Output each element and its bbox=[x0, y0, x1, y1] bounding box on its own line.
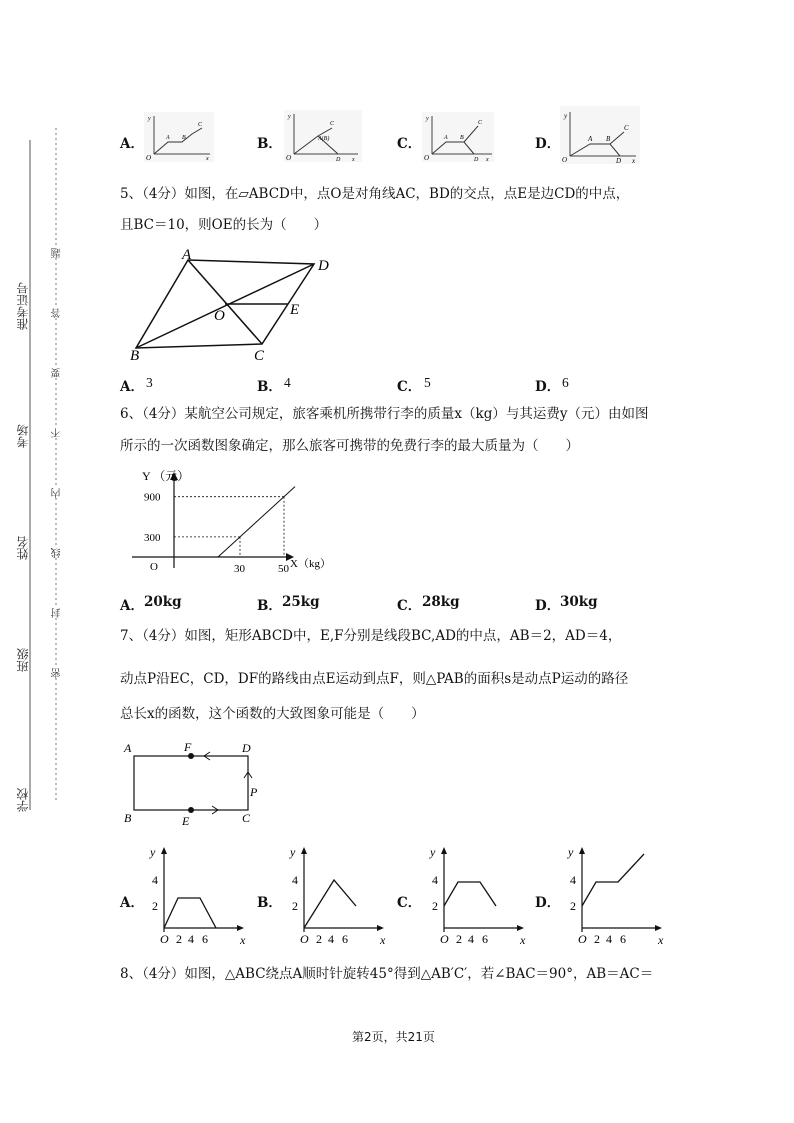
fig-label-f: F bbox=[184, 740, 192, 754]
y-tick-label: 4 bbox=[152, 873, 158, 887]
seal-word: 线 bbox=[52, 548, 63, 558]
axis-y-label: y bbox=[290, 845, 296, 859]
q6-line2: 所示的一次函数图象确定，那么旅客可携带的免费行李的最大质量为（ ） bbox=[120, 438, 579, 454]
y-tick-label: 4 bbox=[292, 873, 298, 887]
seal-word: 题 bbox=[52, 248, 63, 258]
q7-line2: 动点P沿EC，CD，DF的路线由点E运动到点F，则△PAB的面积s是动点P运动的路径 bbox=[120, 671, 629, 687]
x-tick-label: 2 bbox=[456, 932, 462, 946]
thumb-d: D bbox=[336, 157, 341, 162]
axis-y-label: y bbox=[430, 845, 436, 859]
thumb-c: C bbox=[478, 120, 483, 126]
y-tick-label: 4 bbox=[432, 873, 438, 887]
seal-word: 内 bbox=[52, 488, 63, 498]
option-label: D． bbox=[535, 379, 561, 395]
thumb-y: y bbox=[564, 112, 568, 120]
thumb-c: C bbox=[624, 124, 629, 132]
x-tick-label: 4 bbox=[606, 932, 612, 946]
axis-x-label: x bbox=[380, 933, 386, 947]
x-tick-label: 6 bbox=[620, 932, 626, 946]
option-value: 6 bbox=[562, 375, 569, 390]
origin-label: O bbox=[300, 932, 309, 946]
y-tick-label: 2 bbox=[292, 899, 298, 913]
q7-option-graph bbox=[146, 842, 254, 950]
q7-option-graph bbox=[426, 842, 534, 950]
thumb-x: x bbox=[486, 157, 489, 162]
option-value: 4 bbox=[284, 375, 291, 390]
x-tick-label: 4 bbox=[188, 932, 194, 946]
x-tick-label: 2 bbox=[316, 932, 322, 946]
thumb-d: D bbox=[616, 157, 622, 164]
option-label: B． bbox=[257, 598, 282, 614]
y-tick-label: 2 bbox=[152, 899, 158, 913]
function-path bbox=[164, 898, 216, 928]
option-label: A． bbox=[120, 598, 144, 614]
option-label: A． bbox=[120, 895, 144, 911]
y-tick-label: 4 bbox=[570, 873, 576, 887]
q4-thumb-a bbox=[144, 112, 214, 162]
thumb-x: x bbox=[632, 157, 636, 164]
axis-x-label: x bbox=[240, 933, 246, 947]
fig-label-d: D bbox=[242, 741, 251, 755]
option-label: C． bbox=[397, 598, 422, 614]
seal-word: 密 bbox=[52, 668, 63, 678]
fig-label-p: P bbox=[250, 785, 258, 799]
x-tick-label: 6 bbox=[482, 932, 488, 946]
option-label: B． bbox=[257, 136, 282, 152]
option-label: C． bbox=[397, 136, 422, 152]
option-label: C． bbox=[397, 379, 422, 395]
thumb-y: y bbox=[148, 116, 151, 122]
option-label: B． bbox=[257, 379, 282, 395]
q4-thumb-c bbox=[422, 112, 494, 162]
seal-word: 封 bbox=[52, 608, 63, 618]
origin-label: O bbox=[160, 932, 169, 946]
origin-label: O bbox=[150, 561, 158, 573]
label-kaochang: 考场 bbox=[16, 424, 30, 448]
fig-label-e: E bbox=[182, 814, 190, 828]
seal-word: 要 bbox=[52, 368, 63, 378]
function-path bbox=[444, 882, 496, 906]
seal-word: 答 bbox=[52, 308, 63, 318]
thumb-a: A bbox=[166, 135, 170, 141]
q5-parallelogram-figure bbox=[124, 246, 344, 362]
thumb-c: C bbox=[198, 122, 203, 128]
thumb-b: B bbox=[182, 135, 186, 141]
thumb-d: D bbox=[474, 157, 479, 162]
option-label: D． bbox=[535, 598, 561, 614]
axis-x-label: x bbox=[658, 933, 664, 947]
option-value: 28kg bbox=[422, 594, 460, 610]
option-value: 30kg bbox=[560, 594, 598, 610]
y-tick-label: 300 bbox=[144, 531, 161, 544]
q7-rectangle-figure bbox=[120, 738, 270, 828]
q7-line1: 7、（4分）如图，矩形ABCD中，E,F分别是线段BC,AD的中点，AB＝2，AD＝4， bbox=[120, 628, 622, 644]
data-line bbox=[218, 487, 295, 557]
x-tick-label: 6 bbox=[342, 932, 348, 946]
fig-label-c: C bbox=[242, 811, 251, 825]
thumb-y: y bbox=[426, 116, 429, 122]
function-path bbox=[582, 854, 644, 906]
function-path bbox=[304, 880, 356, 928]
thumb-o: O bbox=[562, 156, 568, 164]
page-footer: 第2页，共21页 bbox=[352, 1030, 435, 1044]
thumb-b: B bbox=[460, 135, 464, 141]
option-value: 20kg bbox=[144, 594, 182, 610]
thumb-x: x bbox=[352, 157, 355, 162]
label-banji: 班级 bbox=[16, 648, 30, 672]
q7-option-graph bbox=[564, 842, 672, 950]
fig-label-b: B bbox=[124, 811, 132, 825]
binding-lines bbox=[0, 0, 80, 1123]
option-label: B． bbox=[257, 895, 282, 911]
axis-y-label: y bbox=[568, 845, 574, 859]
label-xingming: 姓名 bbox=[16, 536, 30, 560]
q7-option-graph bbox=[286, 842, 394, 950]
thumb-c: C bbox=[330, 121, 335, 127]
x-tick-label: 6 bbox=[202, 932, 208, 946]
q4-thumb-b bbox=[284, 110, 362, 162]
fig-label-b: B bbox=[130, 348, 140, 362]
thumb-x: x bbox=[206, 156, 209, 162]
y-axis-label: Y （元） bbox=[142, 469, 190, 483]
fig-label-c: C bbox=[254, 348, 265, 362]
thumb-b: B bbox=[606, 135, 611, 143]
origin-label: O bbox=[440, 932, 449, 946]
fig-label-a: A bbox=[182, 247, 192, 263]
fig-label-a: A bbox=[124, 741, 132, 755]
option-value: 3 bbox=[146, 375, 153, 390]
x-tick-label: 4 bbox=[468, 932, 474, 946]
x-tick-label: 2 bbox=[176, 932, 182, 946]
q6-function-chart bbox=[124, 460, 344, 580]
q6-line1: 6、（4分）某航空公司规定，旅客乘机所携带行李的质量x（kg）与其运费y（元）由如图 bbox=[120, 406, 649, 422]
label-zhunkao: 准考证号 bbox=[16, 282, 30, 330]
option-label: A． bbox=[120, 379, 144, 395]
fig-label-d: D bbox=[318, 258, 329, 274]
axis-y-label: y bbox=[150, 845, 156, 859]
thumb-o: O bbox=[146, 154, 152, 162]
y-tick-label: 2 bbox=[570, 899, 576, 913]
x-axis-label: X（kg） bbox=[290, 558, 331, 570]
option-label: D． bbox=[535, 895, 561, 911]
q4-thumb-d bbox=[560, 106, 640, 164]
y-tick-label: 900 bbox=[144, 491, 161, 504]
thumb-ab: A(B) bbox=[318, 136, 330, 142]
axis-x-label: x bbox=[520, 933, 526, 947]
origin-label: O bbox=[578, 932, 587, 946]
thumb-o: O bbox=[286, 154, 292, 162]
y-tick-label: 2 bbox=[432, 899, 438, 913]
thumb-a: A bbox=[588, 135, 593, 143]
x-tick-label: 2 bbox=[594, 932, 600, 946]
thumb-o: O bbox=[424, 154, 430, 162]
option-value: 25kg bbox=[282, 594, 320, 610]
fig-label-e: E bbox=[290, 302, 300, 318]
q5-line1: 5、（4分）如图，在▱ABCD中，点O是对角线AC，BD的交点，点E是边CD的中点， bbox=[120, 186, 630, 202]
x-tick-label: 50 bbox=[278, 563, 289, 575]
option-label: A． bbox=[120, 136, 144, 152]
thumb-y: y bbox=[288, 114, 291, 120]
label-xuexiao: 学校 bbox=[16, 788, 30, 812]
q5-line2: 且BC＝10，则OE的长为（ ） bbox=[120, 217, 328, 233]
thumb-a: A bbox=[444, 135, 448, 141]
x-tick-label: 4 bbox=[328, 932, 334, 946]
x-tick-label: 30 bbox=[234, 563, 245, 575]
option-label: D． bbox=[535, 136, 561, 152]
option-label: C． bbox=[397, 895, 422, 911]
fig-label-o: O bbox=[214, 308, 225, 324]
q8-line1: 8、（4分）如图，△ABC绕点A顺时针旋转45°得到△AB′C′，若∠BAC＝90°，AB＝AC＝ bbox=[120, 966, 654, 982]
q7-line3: 总长x的函数，这个函数的大致图象可能是（ ） bbox=[120, 706, 425, 722]
seal-word: 不 bbox=[52, 428, 63, 438]
option-value: 5 bbox=[424, 375, 431, 390]
